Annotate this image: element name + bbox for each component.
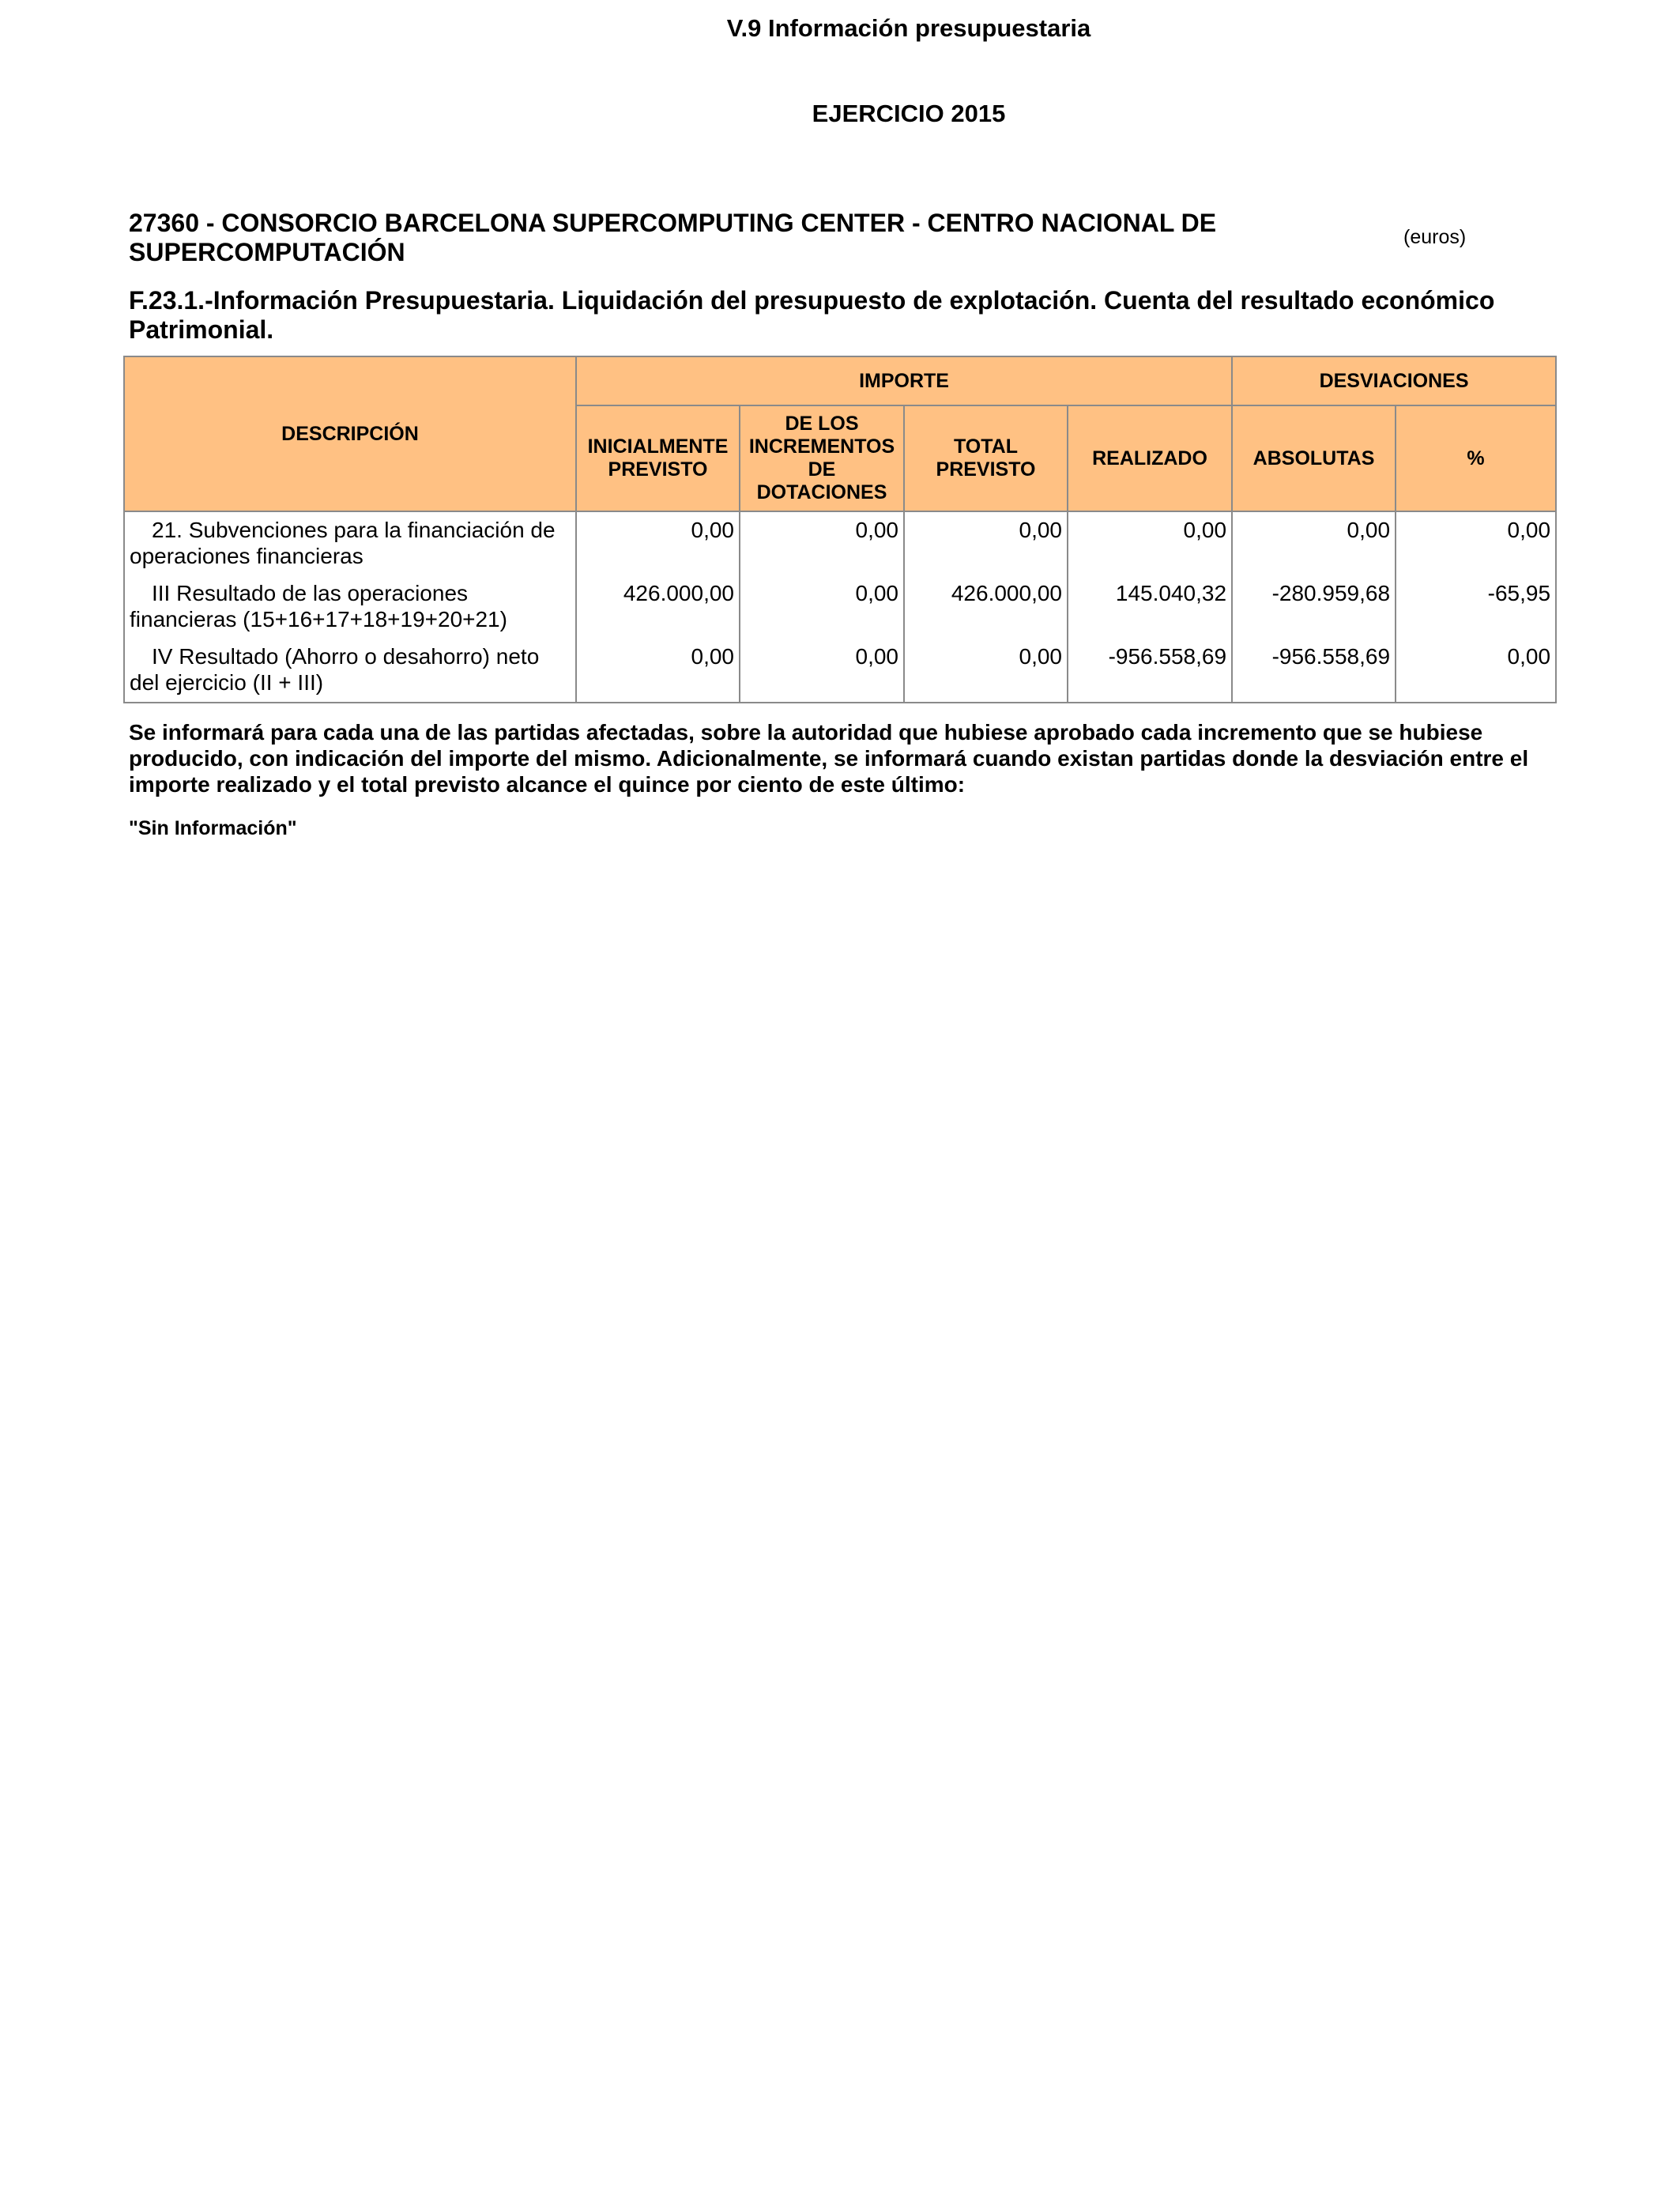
header-description: DESCRIPCIÓN (124, 356, 576, 511)
cell-inicialmente-previsto: 0,00 (576, 639, 740, 703)
cell-absolutas: -280.959,68 (1232, 575, 1396, 639)
header-desviaciones: DESVIACIONES (1232, 356, 1556, 405)
header-incrementos-dotaciones: DE LOS INCREMENTOS DE DOTACIONES (740, 405, 904, 511)
cell-absolutas: -956.558,69 (1232, 639, 1396, 703)
cell-percent: 0,00 (1396, 511, 1556, 575)
row-description: III Resultado de las operaciones financieras (15+16+17+18+19+20+21) (124, 575, 576, 639)
row-description: IV Resultado (Ahorro o desahorro) neto del ejercicio (II + III) (124, 639, 576, 703)
budget-table (123, 356, 1557, 703)
cell-percent: 0,00 (1396, 639, 1556, 703)
row-description: 21. Subvenciones para la financiación de operaciones financieras (124, 511, 576, 575)
no-information-label: "Sin Información" (129, 817, 297, 839)
cell-total-previsto: 426.000,00 (904, 575, 1068, 639)
header-inicialmente-previsto: INICIALMENTE PREVISTO (576, 405, 740, 511)
cell-incrementos-dotaciones: 0,00 (740, 575, 904, 639)
cell-total-previsto: 0,00 (904, 639, 1068, 703)
cell-realizado: -956.558,69 (1068, 639, 1232, 703)
deviation-note: Se informará para cada una de las partidas afectadas, sobre la autoridad que hubiese aprobado cada incremento que se hubiese producido, con indicación del importe del mismo. Adicionalmente, se informará cuando existan partidas donde la desviación entre el importe realizado y el total previsto alcance el quince por ciento de este último: (129, 720, 1529, 797)
cell-realizado: 0,00 (1068, 511, 1232, 575)
cell-total-previsto: 0,00 (904, 511, 1068, 575)
table-row (124, 511, 1556, 575)
entity-title: 27360 - CONSORCIO BARCELONA SUPERCOMPUTING CENTER - CENTRO NACIONAL DE SUPERCOMPUTACIÓN (129, 209, 1217, 266)
header-realizado: REALIZADO (1068, 405, 1232, 511)
units-label: (euros) (1403, 226, 1467, 248)
header-absolutas: ABSOLUTAS (1232, 405, 1396, 511)
section-title: F.23.1.-Información Presupuestaria. Liquidación del presupuesto de explotación. Cuenta del resultado económico Patrimonial. (129, 286, 1495, 344)
table-row (124, 639, 1556, 703)
table-header-row-groups (124, 356, 1556, 405)
cell-incrementos-dotaciones: 0,00 (740, 639, 904, 703)
cell-percent: -65,95 (1396, 575, 1556, 639)
table-row (124, 575, 1556, 639)
cell-inicialmente-previsto: 0,00 (576, 511, 740, 575)
cell-inicialmente-previsto: 426.000,00 (576, 575, 740, 639)
cell-realizado: 145.040,32 (1068, 575, 1232, 639)
header-importe: IMPORTE (576, 356, 1232, 405)
cell-incrementos-dotaciones: 0,00 (740, 511, 904, 575)
fiscal-year-heading: EJERCICIO 2015 (812, 100, 1006, 127)
cell-absolutas: 0,00 (1232, 511, 1396, 575)
header-percent: % (1396, 405, 1556, 511)
header-total-previsto: TOTAL PREVISTO (904, 405, 1068, 511)
page-title: V.9 Información presupuestaria (726, 14, 1091, 42)
